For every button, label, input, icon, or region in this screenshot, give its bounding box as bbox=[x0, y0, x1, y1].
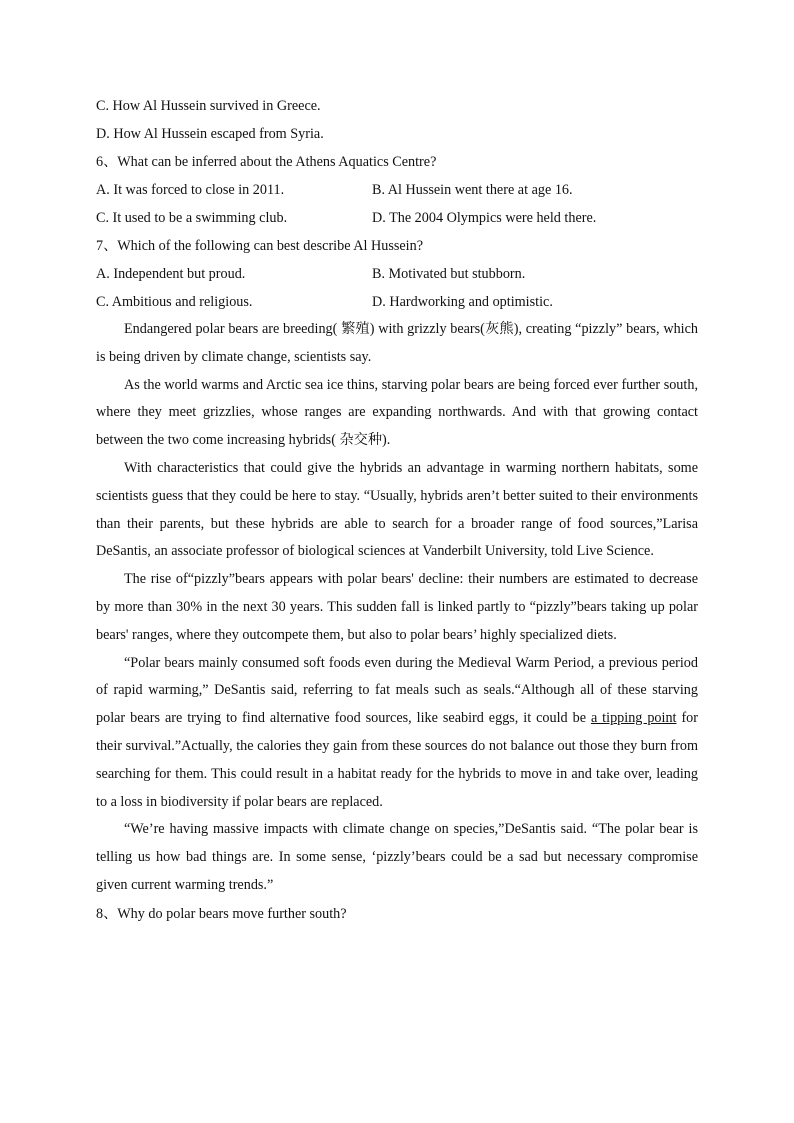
q7-question: 7、Which of the following can best describe Al Hussein? bbox=[96, 238, 424, 254]
passage-paragraph-5 bbox=[96, 650, 698, 817]
q6-options-row-2 bbox=[96, 204, 698, 232]
q5-option-c: C. How Al Hussein survived in Greece. bbox=[96, 98, 321, 114]
q6-question: 6、What can be inferred about the Athens Aquatics Centre? bbox=[96, 154, 437, 170]
q6-option-b: B. Al Hussein went there at age 16. bbox=[372, 182, 573, 198]
q5-option-d: D. How Al Hussein escaped from Syria. bbox=[96, 126, 324, 142]
passage-paragraph-2: As the world warms and Arctic sea ice thins, starving polar bears are being forced ever further south, where they meet grizzlies, whose ranges are expanding northwards. And with that growing contact between the two come increasing hybrids( 杂交种). bbox=[96, 376, 698, 449]
q7-option-a: A. Independent but proud. bbox=[96, 266, 246, 282]
q6-option-c: C. It used to be a swimming club. bbox=[96, 210, 288, 226]
paragraph-5-text-after: for their survival.”Actually, the calories they gain from these sources do not balance out those they burn from searching for them. This could result in a habitat ready for the hybrids to move in and take over, leading to a loss in biodiversity if polar bears are replaced. bbox=[96, 710, 698, 810]
passage-paragraph-3: With characteristics that could give the hybrids an advantage in warming northern habitats, some scientists guess that they could be here to stay. “Usually, hybrids aren’t better suited to their environments than their parents, but these hybrids are able to search for a broader range of food sources,”Larisa DeSantis, an associate professor of biological sciences at Vanderbilt University, told Live Science. bbox=[96, 459, 698, 560]
passage-paragraph-4: The rise of“pizzly”bears appears with polar bears' decline: their numbers are estimated to decrease by more than 30% in the next 30 years. This sudden fall is linked partly to “pizzly”bears taking up polar bears' ranges, where they outcompete them, but also to polar bears’ highly specialized diets. bbox=[96, 571, 698, 643]
q7-options-row-2 bbox=[96, 288, 698, 316]
q6-option-a: A. It was forced to close in 2011. bbox=[96, 182, 285, 198]
q6-option-d: D. The 2004 Olympics were held there. bbox=[372, 210, 597, 226]
passage-paragraph-1: Endangered polar bears are breeding( 繁殖) with grizzly bears(灰熊), creating “pizzly” bears, which is being driven by climate change, scientists say. bbox=[96, 321, 698, 365]
exam-page bbox=[96, 92, 698, 928]
q7-options-row-1 bbox=[96, 260, 698, 288]
paragraph-5-text-before: “Polar bears mainly consumed soft foods even during the Medieval Warm Period, a previous period of rapid warming,” DeSantis said, referring to fat meals such as seals.“Although all of these starving polar bears are trying to find alternative food sources, like seabird eggs, it could be bbox=[96, 654, 698, 727]
q7-option-d: D. Hardworking and optimistic. bbox=[372, 294, 553, 310]
q6-options-row-1 bbox=[96, 176, 698, 204]
q7-option-c: C. Ambitious and religious. bbox=[96, 294, 253, 310]
q7-option-b: B. Motivated but stubborn. bbox=[372, 266, 526, 282]
q8-question: 8、Why do polar bears move further south? bbox=[96, 905, 347, 922]
passage-paragraph-6: “We’re having massive impacts with climate change on species,”DeSantis said. “The polar bear is telling us how bad things are. In some sense, ‘pizzly’bears could be a sad but necessary compromise given current warming trends.” bbox=[96, 821, 698, 893]
underlined-phrase: a tipping point bbox=[590, 710, 677, 727]
